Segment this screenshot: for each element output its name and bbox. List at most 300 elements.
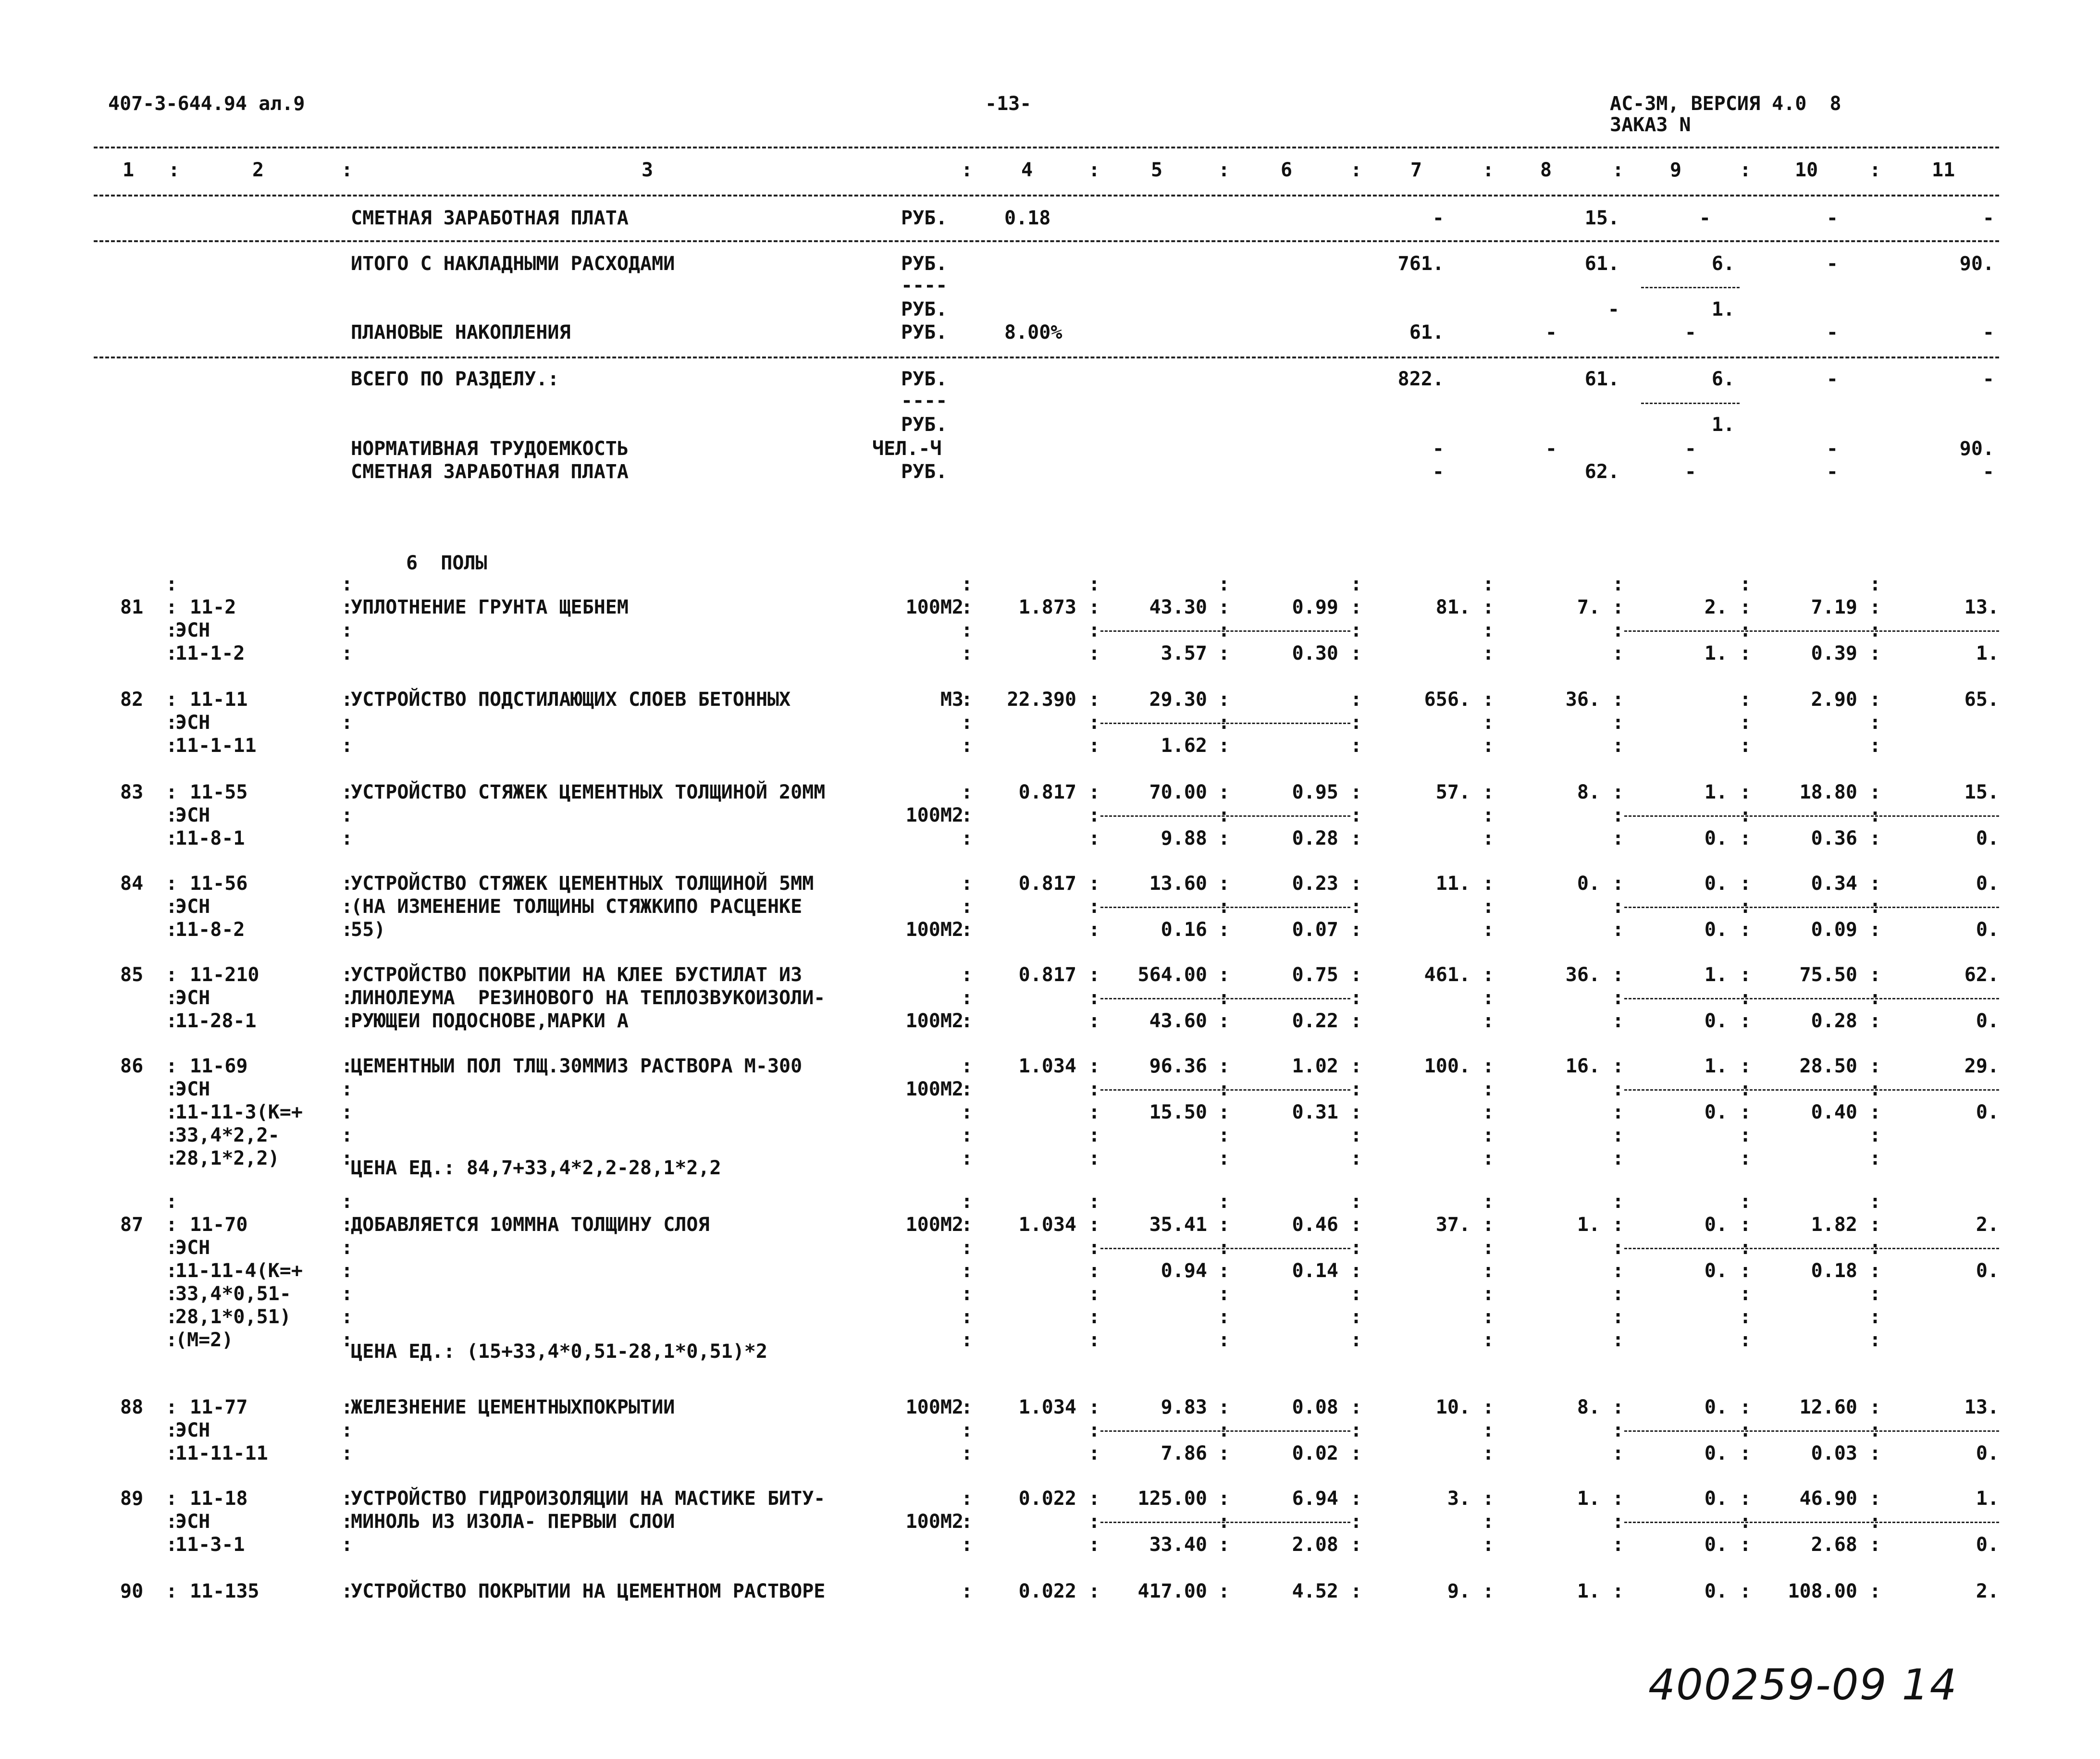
column-separator: : <box>166 712 178 734</box>
column-separator: : <box>1482 689 1495 711</box>
norm-source: ЭСН <box>175 804 210 826</box>
norm-ref: 33,4*0,51- <box>175 1283 291 1305</box>
column-separator: : <box>1869 1101 1881 1123</box>
column-separator: : <box>1612 1488 1624 1510</box>
value-c6: 0.95 <box>1292 781 1338 803</box>
column-separator: : <box>1612 1191 1624 1213</box>
column-separator: : <box>1612 1214 1624 1236</box>
column-separator: : <box>1482 987 1495 1009</box>
column-separator: : <box>1218 1010 1230 1032</box>
unit-of-measure: М3 <box>940 689 964 711</box>
order-number: ЗАКАЗ N <box>1610 114 1691 136</box>
value-c10b: 0.18 <box>1811 1260 1857 1282</box>
norm-source: ЭСН <box>175 1237 210 1259</box>
column-separator: : <box>166 735 178 757</box>
col-4: 4 <box>1021 159 1033 181</box>
value-c6: 0.75 <box>1292 964 1338 986</box>
column-separator: : <box>341 1442 353 1464</box>
column-separator: : <box>1869 1055 1881 1077</box>
value-c11: 29. <box>1964 1055 1999 1077</box>
column-separator: : <box>1869 1283 1881 1305</box>
value-c9b: 0. <box>1704 1260 1728 1282</box>
column-separator: : <box>1088 873 1100 895</box>
value-c10b: 0.36 <box>1811 827 1857 849</box>
column-separator: : <box>1612 1101 1624 1123</box>
value-c5b: 0.94 <box>1161 1260 1207 1282</box>
column-separator: : <box>1088 1147 1100 1169</box>
value-c9b: 1. <box>1711 414 1735 436</box>
unit: ЧЕЛ.-Ч <box>872 438 942 460</box>
column-separator: : <box>1482 1283 1495 1305</box>
norm-code: 11-2 <box>190 596 236 618</box>
column-separator: : <box>1869 964 1881 986</box>
column-separator: : <box>961 712 973 734</box>
column-separator: : <box>341 619 353 641</box>
doc-code: 407-3-644.94 ал.9 <box>108 93 305 115</box>
value-c8: 1. <box>1577 1214 1600 1236</box>
value-c9b: 0. <box>1704 1010 1728 1032</box>
norm-source: ЭСН <box>175 1511 210 1533</box>
value-c8: - <box>1545 321 1557 344</box>
column-separator: : <box>1612 1010 1624 1032</box>
column-separator: : <box>961 1101 973 1123</box>
value-c7: 9. <box>1447 1580 1470 1602</box>
column-separator: : <box>1088 1283 1100 1305</box>
column-separator: : <box>341 873 353 895</box>
unit-of-measure: 100М2 <box>905 919 964 941</box>
column-separator: : <box>166 1214 178 1236</box>
column-separator: : <box>1482 896 1495 918</box>
norm-source: ЭСН <box>175 896 210 918</box>
value-c4: 0.817 <box>1018 781 1076 803</box>
column-separator: : <box>1218 1055 1230 1077</box>
column-separator: : <box>1218 987 1230 1009</box>
column-separator: : <box>1482 781 1495 803</box>
column-separator: : <box>1740 1511 1752 1533</box>
column-separator: : <box>961 1191 973 1213</box>
norm-ref: 28,1*0,51) <box>175 1306 291 1328</box>
sub-rule <box>1624 815 1999 817</box>
norm-source: ЭСН <box>175 987 210 1009</box>
unit: РУБ. <box>901 253 948 275</box>
work-description: УСТРОЙСТВО ГИДРОИЗОЛЯЦИИ НА МАСТИКЕ БИТУ- <box>351 1488 826 1510</box>
sub-rule <box>1100 630 1350 632</box>
column-separator: : <box>1482 804 1495 826</box>
norm-ref: 11-11-4(К=+ <box>175 1260 303 1282</box>
column-separator: : <box>1088 896 1100 918</box>
column-separator: : <box>341 1214 353 1236</box>
value-c10: 12.60 <box>1799 1396 1857 1418</box>
value-c6b: 0.22 <box>1292 1010 1338 1032</box>
column-separator: : <box>341 1580 353 1602</box>
value-c5b: 7.86 <box>1161 1442 1207 1464</box>
column-separator: : <box>1350 1147 1362 1169</box>
column-separator: : <box>1218 1396 1230 1418</box>
norm-ref: 11-11-3(К=+ <box>175 1101 303 1123</box>
column-separator: : <box>1740 619 1752 641</box>
sub-rule <box>1624 1248 1999 1249</box>
norm-ref: 11-8-2 <box>175 919 245 941</box>
column-separator: : <box>961 781 973 803</box>
column-separator: : <box>1088 1329 1100 1351</box>
column-separator: : <box>1612 827 1624 849</box>
norm-code: 11-70 <box>190 1214 248 1236</box>
column-separator: : <box>341 781 353 803</box>
value-c6b: 0.02 <box>1292 1442 1338 1464</box>
section-title: 6 ПОЛЫ <box>406 552 487 574</box>
col-11: 11 <box>1932 159 1955 181</box>
value-c6: 0.08 <box>1292 1396 1338 1418</box>
norm-ref: 11-28-1 <box>175 1010 257 1032</box>
column-separator: : <box>1350 1101 1362 1123</box>
column-separator: : <box>166 1101 178 1123</box>
column-separator: : <box>1218 1147 1230 1169</box>
column-separator: : <box>1612 1580 1624 1602</box>
column-separator: : <box>1612 1534 1624 1556</box>
value-c11: 15. <box>1964 781 1999 803</box>
column-separator: : <box>1612 919 1624 941</box>
value-c9: 6. <box>1711 253 1735 275</box>
column-separator: : <box>961 619 973 641</box>
column-separator: : <box>1350 1511 1362 1533</box>
column-separator: : <box>166 1306 178 1328</box>
value-c9: 0. <box>1704 873 1728 895</box>
value-c9: - <box>1684 438 1696 460</box>
work-description: 55) <box>351 919 386 941</box>
value-c4: 0.022 <box>1018 1580 1076 1602</box>
item-number: 87 <box>120 1214 144 1236</box>
rule <box>94 357 1999 358</box>
value-c5b: 0.16 <box>1161 919 1207 941</box>
column-separator: : <box>166 1055 178 1077</box>
column-separator: : <box>1740 1442 1752 1464</box>
value-c11: 0. <box>1976 873 1999 895</box>
column-separator: : <box>1482 1442 1495 1464</box>
value-c11b: 1. <box>1976 642 1999 664</box>
value-c11: 65. <box>1964 689 1999 711</box>
column-separator: : <box>341 1260 353 1282</box>
value-c9b: 1. <box>1704 642 1728 664</box>
column-separator: : <box>1218 1214 1230 1236</box>
column-separator: : <box>1740 1396 1752 1418</box>
column-separator: : <box>1218 1534 1230 1556</box>
label: СМЕТНАЯ ЗАРАБОТНАЯ ПЛАТА <box>351 461 629 483</box>
column-separator: : <box>1350 1010 1362 1032</box>
column-separator: : <box>1740 1191 1752 1213</box>
value-c6b: 0.31 <box>1292 1101 1338 1123</box>
column-separator: : <box>1740 1419 1752 1441</box>
column-separator: : <box>1350 827 1362 849</box>
column-separator: : <box>961 596 973 618</box>
column-separator: : <box>1088 689 1100 711</box>
norm-code: 11-56 <box>190 873 248 895</box>
value-c10b: 2.68 <box>1811 1534 1857 1556</box>
value-c10: 7.19 <box>1811 596 1857 618</box>
value-c10: - <box>1826 321 1838 344</box>
sub-rule <box>1100 1430 1350 1432</box>
value-c10: 75.50 <box>1799 964 1857 986</box>
value-c11: 90. <box>1959 438 1994 460</box>
rule <box>94 195 1999 197</box>
column-separator: : <box>1350 1260 1362 1282</box>
column-separator: : <box>341 1147 353 1169</box>
column-separator: : <box>341 1329 353 1351</box>
value-c6: 4.52 <box>1292 1580 1338 1602</box>
column-separator: : <box>1740 1580 1752 1602</box>
column-separator: : <box>1869 1237 1881 1259</box>
column-separator: : <box>1088 642 1100 664</box>
value-c9b: 0. <box>1704 1534 1728 1556</box>
sub-rule <box>1624 1430 1999 1432</box>
value-c7: - <box>1432 438 1444 460</box>
column-separator: : <box>1482 919 1495 941</box>
column-separator: : <box>166 1260 178 1282</box>
value-c7: 81. <box>1435 596 1470 618</box>
value-c10: - <box>1826 438 1838 460</box>
column-separator: : <box>1218 735 1230 757</box>
value-c4: 1.034 <box>1018 1396 1076 1418</box>
column-separator: : <box>1869 827 1881 849</box>
column-separator: : <box>341 919 353 941</box>
column-separator: : <box>1482 1260 1495 1282</box>
column-separator: : <box>341 1101 353 1123</box>
column-separator: : <box>1740 642 1752 664</box>
column-separator: : <box>1350 964 1362 986</box>
value-c7: 100. <box>1424 1055 1470 1077</box>
value-c11b: 0. <box>1976 1534 1999 1556</box>
column-separator: : <box>1869 712 1881 734</box>
column-separator: : <box>1088 596 1100 618</box>
column-separator: : <box>1350 1055 1362 1077</box>
column-separator: : <box>341 804 353 826</box>
column-separator: : <box>1218 1511 1230 1533</box>
column-separator: : <box>1088 919 1100 941</box>
column-separator: : <box>1350 596 1362 618</box>
column-separator: : <box>961 1214 973 1236</box>
column-separator: : <box>1740 1214 1752 1236</box>
value-c8: 8. <box>1577 781 1600 803</box>
column-separator: : <box>1482 1237 1495 1259</box>
unit-price-formula: ЦЕНА ЕД.: (15+33,4*0,51-28,1*0,51)*2 <box>351 1341 767 1363</box>
column-separator: : <box>1869 1442 1881 1464</box>
unit-dash: ---- <box>901 390 948 412</box>
column-separator: : <box>1350 896 1362 918</box>
value-c5: 43.30 <box>1149 596 1207 618</box>
column-separator: : <box>1869 689 1881 711</box>
value-c7: - <box>1432 461 1444 483</box>
column-separator: : <box>341 987 353 1009</box>
column-separator: : <box>341 964 353 986</box>
column-separator: : <box>1612 642 1624 664</box>
column-separator: : <box>961 689 973 711</box>
item-number: 83 <box>120 781 144 803</box>
column-separator: : <box>1350 1306 1362 1328</box>
value-c5: 96.36 <box>1149 1055 1207 1077</box>
value-c10: - <box>1826 207 1838 229</box>
column-separator: : <box>1482 1306 1495 1328</box>
column-separator: : <box>961 642 973 664</box>
value-c4: 1.034 <box>1018 1214 1076 1236</box>
work-description: УСТРОЙСТВО ПОКРЫТИИ НА КЛЕЕ БУСТИЛАТ ИЗ <box>351 964 803 986</box>
column-separator: : <box>961 1010 973 1032</box>
value-c7: 461. <box>1424 964 1470 986</box>
column-separator: : <box>1482 1488 1495 1510</box>
value-c10: - <box>1826 368 1838 390</box>
column-separator: : <box>341 1055 353 1077</box>
value-c5: 417.00 <box>1137 1580 1207 1602</box>
col-7: 7 <box>1410 159 1422 181</box>
column-separator: : <box>1612 896 1624 918</box>
column-separator: : <box>1612 804 1624 826</box>
value-c5b: 1.62 <box>1161 735 1207 757</box>
item-number: 89 <box>120 1488 144 1510</box>
value-c10: 28.50 <box>1799 1055 1857 1077</box>
value-c11: 2. <box>1976 1214 1999 1236</box>
column-separator: : <box>1350 1237 1362 1259</box>
col-6: 6 <box>1281 159 1293 181</box>
value-c4: 8.00% <box>1004 321 1062 344</box>
column-separator: : <box>961 964 973 986</box>
column-separator: : <box>1088 1580 1100 1602</box>
value-c10b: 0.09 <box>1811 919 1857 941</box>
column-separator: : <box>1350 689 1362 711</box>
column-separator: : <box>1612 1237 1624 1259</box>
col-3: 3 <box>642 159 654 181</box>
column-separator: : <box>341 1124 353 1146</box>
column-separator: : <box>1218 781 1230 803</box>
column-separator: : <box>1088 712 1100 734</box>
column-separator: : <box>1612 964 1624 986</box>
column-separator: : <box>961 804 973 826</box>
unit: РУБ. <box>901 461 948 483</box>
column-separator: : <box>1740 735 1752 757</box>
column-separator: : <box>1740 1078 1752 1100</box>
column-separator: : <box>1482 1329 1495 1351</box>
value-c7: 656. <box>1424 689 1470 711</box>
value-c6b: 0.07 <box>1292 919 1338 941</box>
value-c11b: 0. <box>1976 1101 1999 1123</box>
value-c6: 0.99 <box>1292 596 1338 618</box>
column-separator: : <box>341 827 353 849</box>
work-description: УСТРОЙСТВО СТЯЖЕК ЦЕМЕНТНЫХ ТОЛЩИНОЙ 20ММ <box>351 781 826 803</box>
value-c10b: 0.03 <box>1811 1442 1857 1464</box>
column-separator: : <box>1088 1214 1100 1236</box>
column-separator: : <box>1218 642 1230 664</box>
column-separator: : <box>341 1534 353 1556</box>
unit-2: РУБ. <box>901 414 948 436</box>
value-c7: 3. <box>1447 1488 1470 1510</box>
column-separator: : <box>1740 919 1752 941</box>
column-separator: : <box>166 1580 178 1602</box>
column-separator: : <box>1218 1419 1230 1441</box>
column-separator: : <box>1869 804 1881 826</box>
column-separator: : <box>1482 873 1495 895</box>
norm-ref: 11-1-11 <box>175 735 257 757</box>
value-c4: 0.18 <box>1004 207 1051 229</box>
column-separator: : <box>1740 804 1752 826</box>
value-c10: 46.90 <box>1799 1488 1857 1510</box>
column-separator: : <box>166 689 178 711</box>
column-separator: : <box>961 1237 973 1259</box>
value-c4: 22.390 <box>1007 689 1076 711</box>
rule <box>94 147 1999 148</box>
sub-rule <box>1100 1248 1350 1249</box>
column-separator: : <box>166 642 178 664</box>
value-c6: 0.23 <box>1292 873 1338 895</box>
column-separator: : <box>1482 1147 1495 1169</box>
column-separator: : <box>1869 1260 1881 1282</box>
value-c6: 1.02 <box>1292 1055 1338 1077</box>
value-c5: 70.00 <box>1149 781 1207 803</box>
value-c9b: 0. <box>1704 827 1728 849</box>
column-separator: : <box>961 1442 973 1464</box>
column-separator: : <box>1482 735 1495 757</box>
column-separator: : <box>961 827 973 849</box>
value-c8: 1. <box>1577 1580 1600 1602</box>
column-separator: : <box>961 1488 973 1510</box>
value-c9: 1. <box>1704 1055 1728 1077</box>
column-separator: : <box>1869 596 1881 618</box>
column-separator: : <box>961 1147 973 1169</box>
sub-rule <box>1100 723 1350 724</box>
column-separator: : <box>1612 1260 1624 1282</box>
value-c9: 0. <box>1704 1488 1728 1510</box>
column-separator: : <box>1088 987 1100 1009</box>
column-separator: : <box>1482 1010 1495 1032</box>
work-description: УПЛОТНЕНИЕ ГРУНТА ЩЕБНЕМ <box>351 596 629 618</box>
column-separator: : <box>1869 1191 1881 1213</box>
column-separator: : <box>1088 1396 1100 1418</box>
column-separator: : <box>1740 781 1752 803</box>
column-separator: : <box>1218 1329 1230 1351</box>
column-separator: : <box>1482 1124 1495 1146</box>
column-separator: : <box>166 964 178 986</box>
value-c4: 0.817 <box>1018 873 1076 895</box>
value-c9: 0. <box>1704 1396 1728 1418</box>
column-separator: : <box>1740 689 1752 711</box>
column-separator: : <box>1350 712 1362 734</box>
column-separator: : <box>1869 642 1881 664</box>
column-separator: : <box>341 1488 353 1510</box>
column-separator: : <box>1218 619 1230 641</box>
column-separator: : <box>1088 804 1100 826</box>
value-c11b: 0. <box>1976 1442 1999 1464</box>
column-separator: : <box>1740 596 1752 618</box>
unit-of-measure: 100М2 <box>905 1078 964 1100</box>
column-separator: : <box>166 1078 178 1100</box>
column-separator: : <box>1218 1488 1230 1510</box>
column-separator: : <box>1218 596 1230 618</box>
value-c9b: 1. <box>1711 298 1735 320</box>
column-separator: : <box>961 1260 973 1282</box>
column-separator: : <box>1612 596 1624 618</box>
value-c11b: 0. <box>1976 1260 1999 1282</box>
value-c9: - <box>1684 321 1696 344</box>
norm-ref: 11-8-1 <box>175 827 245 849</box>
column-separator: : <box>1482 1055 1495 1077</box>
column-separator: : <box>1088 1078 1100 1100</box>
norm-source: ЭСН <box>175 1419 210 1441</box>
column-separator: : <box>1869 1147 1881 1169</box>
col-8: 8 <box>1540 159 1552 181</box>
value-c9b: 0. <box>1704 919 1728 941</box>
value-c8: 62. <box>1584 461 1619 483</box>
column-separator: : <box>1869 573 1881 595</box>
column-separator: : <box>1482 964 1495 986</box>
column-separator: : <box>1869 896 1881 918</box>
column-separator: : <box>1218 1124 1230 1146</box>
col-5: 5 <box>1151 159 1163 181</box>
